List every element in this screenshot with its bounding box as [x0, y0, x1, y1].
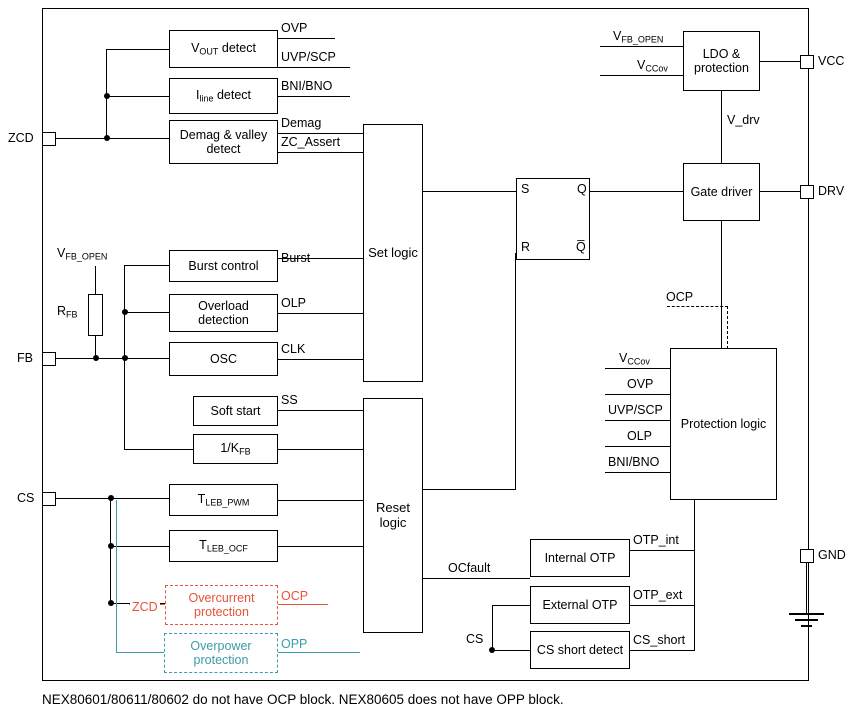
wire-prot-uvp-scp [605, 420, 670, 421]
wire-fb-to-overload [124, 312, 169, 313]
block-overpower-protection-label: Overpower protection [190, 638, 252, 667]
junction-fb-2 [122, 355, 128, 361]
wire-fb-to-burst [124, 265, 169, 266]
wire-cs-branch [110, 498, 111, 603]
wire-uvp-scp [278, 67, 350, 68]
wire-otp-ext [630, 605, 695, 606]
wire-ocp-dashed [667, 306, 728, 349]
block-demag-valley-detect[interactable] [169, 120, 278, 164]
signal-otp-ext-label: OTP_ext [633, 588, 683, 602]
block-reset-logic[interactable] [363, 398, 423, 633]
junction-fb-rfb [93, 355, 99, 361]
block-overload-detection[interactable] [169, 294, 278, 332]
block-gate-driver-label: Gate driver [690, 184, 753, 199]
wire-bni-bno [278, 96, 350, 97]
wire-ss [278, 410, 363, 411]
block-external-otp-label: External OTP [542, 597, 618, 612]
block-ldo-protection-label: LDO & protection [694, 46, 749, 75]
junction-zcd-1 [104, 93, 110, 99]
wire-olp [278, 313, 363, 314]
signal-demag-label: Demag [281, 116, 322, 130]
pin-vcc-label: VCC [818, 54, 845, 68]
block-iline-detect-label: $I_{line}$ detect [195, 88, 252, 104]
gnd-symbol-bar3 [801, 625, 812, 627]
signal-ocfault-label: OCfault [448, 561, 491, 575]
signal-bni-bno-label: BNI/BNO [281, 79, 333, 93]
wire-reset-to-latch-v [515, 253, 516, 490]
latch-q-label: Q [577, 182, 587, 196]
wire-zcd-to-iline [106, 96, 169, 97]
pin-gnd-label: GND [818, 548, 846, 562]
wire-vfb-open-drop [95, 266, 96, 294]
latch-s-label: S [521, 182, 530, 196]
wire-set-to-latch [423, 191, 516, 192]
block-tleb-pwm[interactable] [169, 484, 278, 516]
pin-drv[interactable] [800, 185, 814, 199]
junction-zcd-2 [104, 135, 110, 141]
wire-prot-ovp [605, 394, 670, 395]
signal-ocp-label: OCP [281, 589, 309, 603]
wire-drv [760, 191, 800, 192]
block-osc-label: OSC [209, 351, 238, 366]
block-one-over-kfb[interactable] [193, 434, 278, 464]
block-one-over-kfb-label: $1/K_{FB}$ [220, 441, 251, 457]
wire-ovp [278, 38, 335, 39]
pin-fb[interactable] [42, 352, 56, 366]
wire-tleb-ocf-out [278, 546, 363, 547]
pin-fb-label: FB [17, 351, 33, 365]
wire-prot-bni-bno [605, 472, 670, 473]
signal-cs-bottom-label: CS [466, 632, 484, 646]
signal-vdrv-label: V_drv [727, 113, 760, 127]
signal-olp-label: OLP [281, 296, 307, 310]
block-gate-driver[interactable] [683, 163, 760, 221]
block-tleb-pwm-label: $T_{LEB\_PWM}$ [197, 492, 250, 508]
block-soft-start-label: Soft start [210, 403, 261, 418]
signal-prot-bni-bno-label: BNI/BNO [608, 455, 660, 469]
wire-fb-to-kfb [124, 449, 196, 450]
signal-opp-label: OPP [281, 637, 308, 651]
wire-vccov-top [600, 75, 683, 76]
wire-gnd-vertical [806, 563, 807, 613]
signal-ocp-dashed-label: OCP [666, 290, 694, 304]
block-set-logic-label: Set logic [368, 244, 418, 260]
wire-cs-bottom-vertical [492, 605, 493, 650]
gnd-symbol-bar2 [795, 619, 818, 621]
wire-cs-teal-to-opp [116, 652, 164, 653]
pin-gnd[interactable] [800, 549, 814, 563]
signal-otp-int-label: OTP_int [633, 533, 679, 547]
wire-cs-bottom [492, 650, 530, 651]
pin-zcd[interactable] [42, 132, 56, 146]
wire-ocfault [423, 578, 530, 579]
signal-uvp-scp-label: UVP/SCP [281, 50, 336, 64]
wire-otp-int [630, 550, 695, 551]
block-vout-detect[interactable] [169, 30, 278, 68]
wire-vdrv [721, 91, 722, 163]
wire-fb-to-osc [124, 358, 169, 359]
block-cs-short-detect[interactable] [530, 631, 630, 669]
latch-r-label: R [521, 240, 531, 254]
diagram-caption: NEX80601/80611/80602 do not have OCP block. NEX80605 does not have OPP block. [42, 692, 564, 707]
wire-cs-to-tleb-ocf [110, 546, 169, 547]
block-demag-valley-label: Demag & valley detect [179, 127, 268, 156]
junction-cs-2 [108, 543, 114, 549]
block-internal-otp-label: Internal OTP [544, 550, 616, 565]
wire-cs-bottom-to-ext-otp [492, 605, 530, 606]
block-overload-detection-label: Overload detection [198, 298, 249, 327]
signal-zc-assert-label: ZC_Assert [281, 135, 341, 149]
signal-vfb-open-top-label: $V_{FB\_OPEN}$ [613, 29, 664, 45]
wire-reset-to-latch-h [423, 489, 516, 490]
signal-ovp-label: OVP [281, 21, 308, 35]
wire-prot-olp [605, 446, 670, 447]
pin-cs-label: CS [17, 491, 35, 505]
signal-cs-short-label: CS_short [633, 633, 686, 647]
wire-clk [278, 359, 363, 360]
wire-otp-feed-vertical [694, 500, 695, 650]
wire-zcd [56, 138, 169, 139]
block-burst-control[interactable] [169, 250, 278, 282]
block-cs-short-detect-label: CS short detect [536, 642, 624, 657]
pin-drv-label: DRV [818, 184, 845, 198]
signal-prot-olp-label: OLP [627, 429, 653, 443]
signal-vccov-top-label: $V_{CCov}$ [637, 58, 668, 74]
block-overcurrent-protection[interactable] [165, 585, 278, 625]
block-set-logic[interactable] [363, 124, 423, 382]
block-osc[interactable] [169, 342, 278, 376]
signal-vfb-open-left-label: $V_{FB\_OPEN}$ [57, 246, 108, 262]
wire-prot-vccov [605, 368, 670, 369]
gnd-symbol-bar1 [789, 613, 824, 615]
wire-zcd-to-vout [106, 49, 169, 50]
block-reset-logic-label: Reset logic [376, 499, 410, 530]
block-tleb-ocf-label: $T_{LEB\_OCF}$ [199, 538, 248, 554]
block-protection-logic[interactable] [670, 348, 777, 500]
block-ldo-protection[interactable] [683, 31, 760, 91]
pin-cs[interactable] [42, 492, 56, 506]
junction-fb-1 [122, 309, 128, 315]
wire-demag [278, 133, 363, 134]
wire-vcc [760, 61, 800, 62]
signal-burst-label: Burst [281, 251, 311, 265]
signal-prot-ovp-label: OVP [627, 377, 654, 391]
wire-ocp-out [278, 604, 328, 605]
block-vout-detect-label: $V_{OUT}$ detect [191, 41, 256, 57]
block-external-otp[interactable] [530, 586, 630, 624]
wire-zc-assert [278, 152, 363, 153]
wire-kfb-to-reset [278, 449, 363, 450]
signal-prot-vccov-label: $V_{CCov}$ [619, 351, 650, 367]
block-internal-otp[interactable] [530, 539, 630, 577]
pin-zcd-label: ZCD [8, 131, 34, 145]
wire-cs-short [630, 650, 695, 651]
signal-prot-uvp-scp-label: UVP/SCP [608, 403, 663, 417]
block-protection-logic-label: Protection logic [680, 416, 767, 431]
resistor-rfb-label: $R_{FB}$ [57, 304, 78, 320]
signal-clk-label: CLK [281, 342, 306, 356]
wire-opp-out [278, 652, 360, 653]
wire-vfb-open-top [600, 46, 683, 47]
wire-latch-q-to-gate [590, 191, 683, 192]
block-soft-start[interactable] [193, 396, 278, 426]
block-iline-detect[interactable] [169, 78, 278, 114]
block-overcurrent-protection-label: Overcurrent protection [188, 590, 255, 619]
block-tleb-ocf[interactable] [169, 530, 278, 562]
wire-tleb-pwm-out [278, 500, 363, 501]
latch-qbar-label: Q̅ [576, 240, 586, 254]
pin-vcc[interactable] [800, 55, 814, 69]
signal-ss-label: SS [281, 393, 298, 407]
resistor-rfb [88, 294, 103, 336]
block-overpower-protection[interactable] [164, 633, 278, 673]
signal-zcd-red-label: ZCD [132, 600, 158, 614]
junction-cs-1 [108, 495, 114, 501]
block-burst-control-label: Burst control [188, 258, 259, 273]
wire-cs-teal-vertical [116, 500, 117, 653]
